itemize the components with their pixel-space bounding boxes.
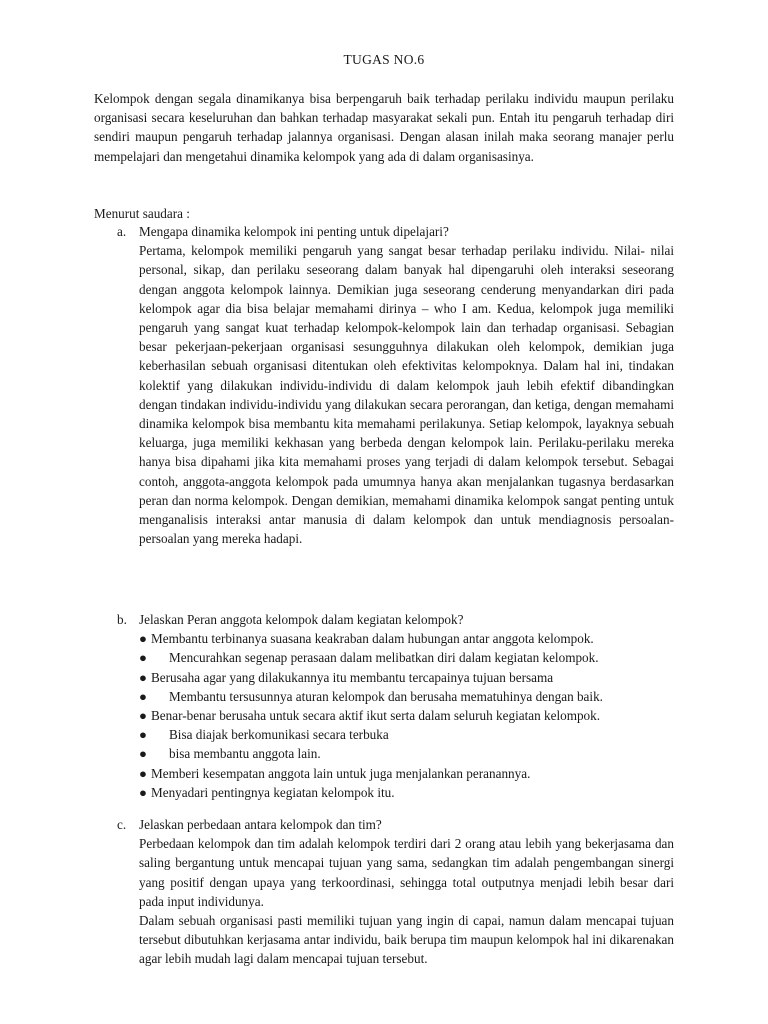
list-item-text: Menyadari pentingnya kegiatan kelompok itu. [151,784,395,800]
list-item-text: Berusaha agar yang dilakukannya itu membantu tercapainya tujuan bersama [151,669,554,685]
list-item-text: Benar-benar berusaha untuk secara aktif ikut serta dalam seluruh kegiatan kelompok. [151,708,601,724]
list-item [139,629,674,648]
question-a-letter: a. [117,224,127,239]
list-item-text: bisa membantu anggota lain. [169,746,321,762]
answer-c [139,834,674,968]
list-item-text: Membantu tersusunnya aturan kelompok dan berusaha mematuhinya dengan baik. [169,688,603,704]
answer-c-paragraph-2: Dalam sebuah organisasi pasti memiliki tujuan yang ingin di capai, namun dalam mencapai tujuan tersebut dibutuhkan kerjasama antar individu, baik berupa tim maupun kelompok hal ini dikarenakan agar lebih mudah lagi dalam mencapai tujuan tersebut. [139,913,674,967]
question-c-text: Jelaskan perbedaan antara kelompok dan tim? [139,817,382,832]
bullet-icon: ● [139,669,147,685]
bullet-icon: ● [139,688,147,704]
bullet-icon: ● [139,765,147,781]
question-a-row [117,222,674,241]
list-item-text: Membantu terbinanya suasana keakraban dalam hubungan antar anggota kelompok. [151,631,594,647]
list-item-text: Memberi kesempatan anggota lain untuk juga menjalankan peranannya. [151,765,531,781]
answer-a-paragraph: Pertama, kelompok memiliki pengaruh yang sangat besar terhadap perilaku individu. Nilai- nilai personal, sikap, dan perilaku seseorang dalam banyak hal dipengaruhi oleh interaksi seseorang dengan anggota kelompok lainnya. Demikian juga seseorang cenderung menyandarkan diri pada kelompok agar dia bisa belajar memahami dirinya – who I am. Kedua, kelompok juga memiliki pengaruh yang sangat kuat terhadap kelompok-kelompok lain dan terhadap organisasi. Sebagian besar pekerjaan-pekerjaan organisasi sesungguhnya dilakukan oleh kelompok, demikian juga keberhasilan sebuah organisasi ditentukan oleh efektivitas kelompoknya. Dalam hal ini, tindakan kolektif yang dilakukan individu-individu di dalam kelompok jauh lebih efektif dibandingkan dengan tindakan individu-individu yang dilakukan secara perorangan, dan ketiga, dengan memahami dinamika kelompok bisa membantu kita memahami perilakunya. Setiap kelompok, layaknya sebuah keluarga, juga memiliki kekhasan yang berbeda dengan kelompok lain. Perilaku-perilaku mereka hanya bisa dipahami jika kita memahami proses yang terjadi di dalam kelompok tersebut. Sebagai contoh, anggota-anggota kelompok pada umumnya hanya akan menjalankan tugasnya berdasarkan peran dan norma kelompok. Dengan demikian, memahami dinamika kelompok sangat penting untuk menganalisis interaksi antar manusia di dalam kelompok dan untuk mendiagnosis persoalan-persoalan yang mereka hadapi. [139,243,674,547]
bullet-icon: ● [139,708,147,724]
bullet-icon: ● [139,746,147,762]
list-item [139,725,674,744]
answer-c-paragraph-1: Perbedaan kelompok dan tim adalah kelompok terdiri dari 2 orang atau lebih yang bekerjasama dan saling bergantung untuk mencapai tujuan yang sama, sedangkan tim adalah pengembangan sinergi yang positif dengan upaya yang terkoordinasi, sehingga total outputnya menjadi lebih besar dari pada input individunya. [139,836,674,909]
bullet-icon: ● [139,631,147,647]
section-c [117,815,674,969]
list-item [139,764,674,783]
question-a-text: Mengapa dinamika kelompok ini penting untuk dipelajari? [139,224,449,239]
section-a [117,222,674,548]
bullet-icon: ● [139,650,147,666]
roles-list [139,629,674,802]
list-item [139,744,674,763]
bullet-icon: ● [139,784,147,800]
list-item [139,687,674,706]
question-c-row [117,815,674,834]
question-b-letter: b. [117,612,127,627]
question-c-letter: c. [117,817,127,832]
question-b-row [117,610,674,629]
page-title: TUGAS NO.6 [343,52,425,67]
list-item-text: Mencurahkan segenap perasaan dalam melibatkan diri dalam kegiatan kelompok. [169,650,599,666]
section-b [117,610,674,802]
answer-a [139,241,674,548]
list-item [139,706,674,725]
bullet-icon: ● [139,727,147,743]
list-item [139,668,674,687]
intro-paragraph: Kelompok dengan segala dinamikanya bisa berpengaruh baik terhadap perilaku individu maupun perilaku organisasi secara keseluruhan dan bahkan terhadap masyarakat sekali pun. Entah itu pengaruh terhadap diri sendiri maupun pengaruh terhadap jalannya organisasi. Dengan alasan inilah maka seorang manajer perlu mempelajari dan mengetahui dinamika kelompok yang ada di dalam organisasinya. [94,91,674,164]
list-item [139,648,674,667]
list-item [139,783,674,802]
prompt-heading: Menurut saudara : [94,206,190,221]
list-item-text: Bisa diajak berkomunikasi secara terbuka [169,727,389,743]
question-b-text: Jelaskan Peran anggota kelompok dalam kegiatan kelompok? [139,612,464,627]
